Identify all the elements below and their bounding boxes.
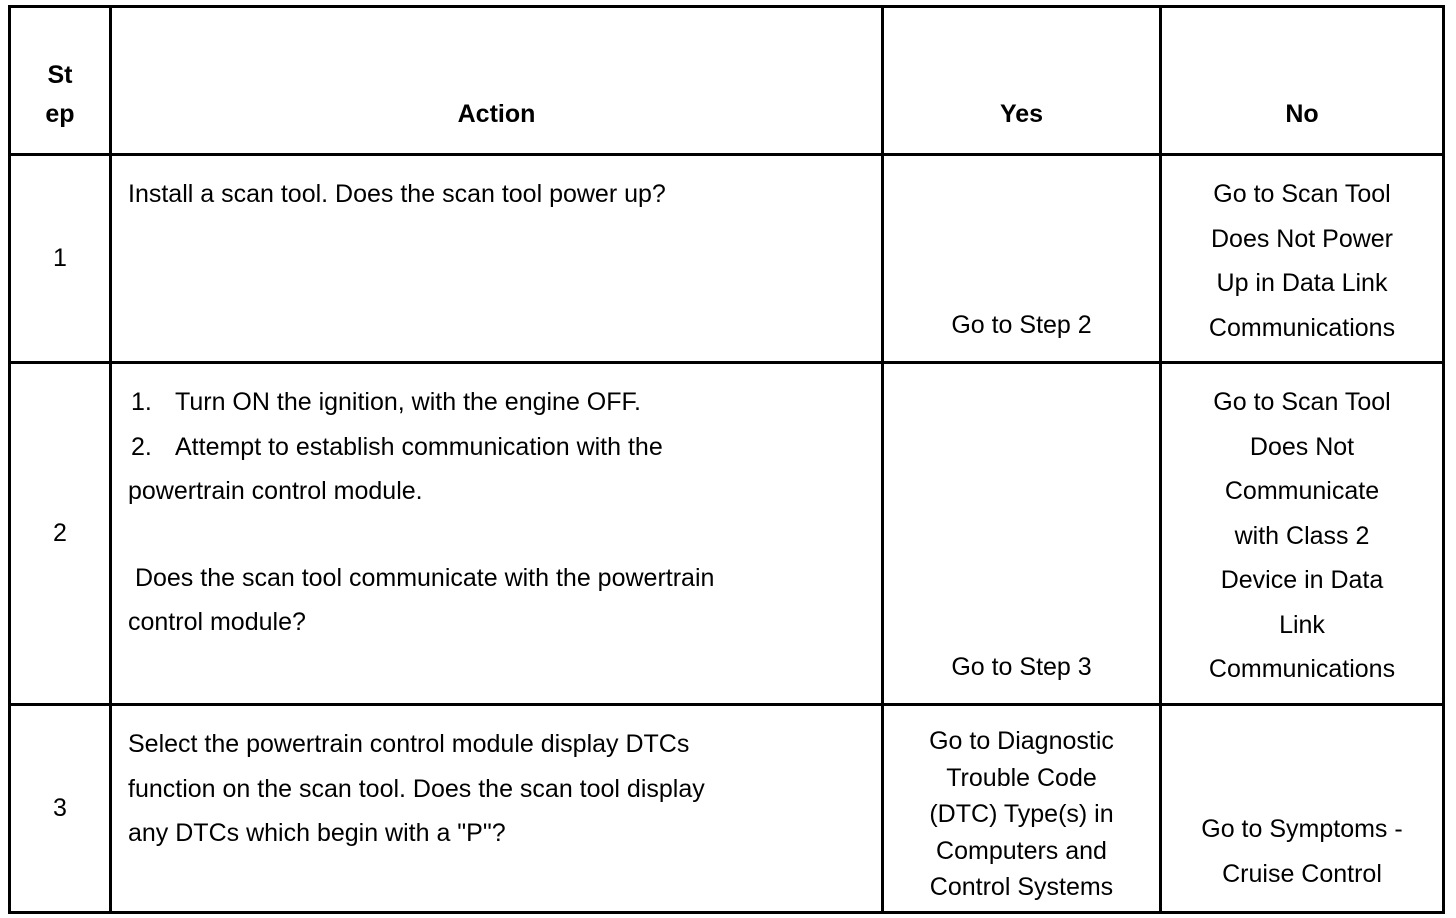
header-no: No bbox=[1161, 7, 1444, 155]
list-number: 1. bbox=[131, 388, 152, 416]
table-row bbox=[10, 155, 1444, 363]
header-step bbox=[10, 7, 111, 155]
no-line: Does Not Power bbox=[1210, 224, 1394, 253]
yes-line: Control Systems bbox=[929, 873, 1114, 901]
action-list-item bbox=[128, 380, 871, 425]
no-line: Up in Data Link bbox=[1216, 269, 1388, 297]
yes-line: Computers and bbox=[936, 836, 1107, 865]
list-text: Attempt to establish communication with the bbox=[175, 432, 663, 461]
action-list-item bbox=[128, 425, 871, 470]
step-number: 1 bbox=[10, 155, 111, 363]
action-line: function on the scan tool. Does the scan tool display bbox=[128, 774, 705, 803]
yes-line: (DTC) Type(s) in bbox=[929, 800, 1114, 828]
list-text: Turn ON the ignition, with the engine OFF. bbox=[175, 388, 641, 416]
yes-line: Trouble Code bbox=[946, 763, 1097, 792]
table-row bbox=[10, 363, 1444, 705]
yes-link[interactable]: Go to Step 3 bbox=[951, 652, 1092, 681]
step-number: 3 bbox=[10, 705, 111, 913]
no-line: Communicate bbox=[1224, 477, 1380, 505]
no-line: Link bbox=[1279, 610, 1325, 639]
no-line: Cruise Control bbox=[1222, 859, 1382, 888]
header-step-line-2: ep bbox=[45, 100, 75, 128]
spacer bbox=[128, 514, 871, 556]
action-list-item-continued: powertrain control module. bbox=[128, 477, 423, 505]
diagnostic-table bbox=[8, 5, 1445, 914]
no-line: Go to Scan Tool bbox=[1213, 180, 1391, 208]
action-question: Does the scan tool communicate with the powertrain bbox=[128, 563, 715, 592]
no-line: Device in Data bbox=[1220, 566, 1384, 594]
yes-line: Go to Diagnostic bbox=[929, 727, 1114, 755]
no-line: Communications bbox=[1208, 313, 1396, 342]
action-text: Install a scan tool. Does the scan tool power up? bbox=[128, 180, 666, 208]
no-line: with Class 2 bbox=[1234, 521, 1370, 550]
table-row bbox=[10, 705, 1444, 913]
header-row bbox=[10, 7, 1444, 155]
action-cell bbox=[111, 363, 883, 705]
yes-link[interactable]: Go to Step 2 bbox=[951, 310, 1092, 339]
no-line: Go to Symptoms - bbox=[1201, 815, 1403, 843]
yes-cell bbox=[883, 363, 1161, 705]
action-question: control module? bbox=[128, 608, 306, 636]
no-line: Go to Scan Tool bbox=[1213, 388, 1391, 416]
no-cell bbox=[1161, 363, 1444, 705]
header-yes: Yes bbox=[883, 7, 1161, 155]
header-action: Action bbox=[111, 7, 883, 155]
action-cell bbox=[111, 705, 883, 913]
action-line: any DTCs which begin with a "P"? bbox=[128, 819, 506, 847]
no-cell bbox=[1161, 155, 1444, 363]
header-step-line-1: St bbox=[47, 61, 73, 89]
step-number: 2 bbox=[10, 363, 111, 705]
no-line: Does Not bbox=[1249, 432, 1355, 461]
action-line: Select the powertrain control module display DTCs bbox=[128, 730, 690, 758]
yes-cell bbox=[883, 705, 1161, 913]
action-cell bbox=[111, 155, 883, 363]
list-number: 2. bbox=[131, 432, 152, 461]
yes-cell bbox=[883, 155, 1161, 363]
no-line: Communications bbox=[1208, 655, 1396, 683]
no-cell bbox=[1161, 705, 1444, 913]
